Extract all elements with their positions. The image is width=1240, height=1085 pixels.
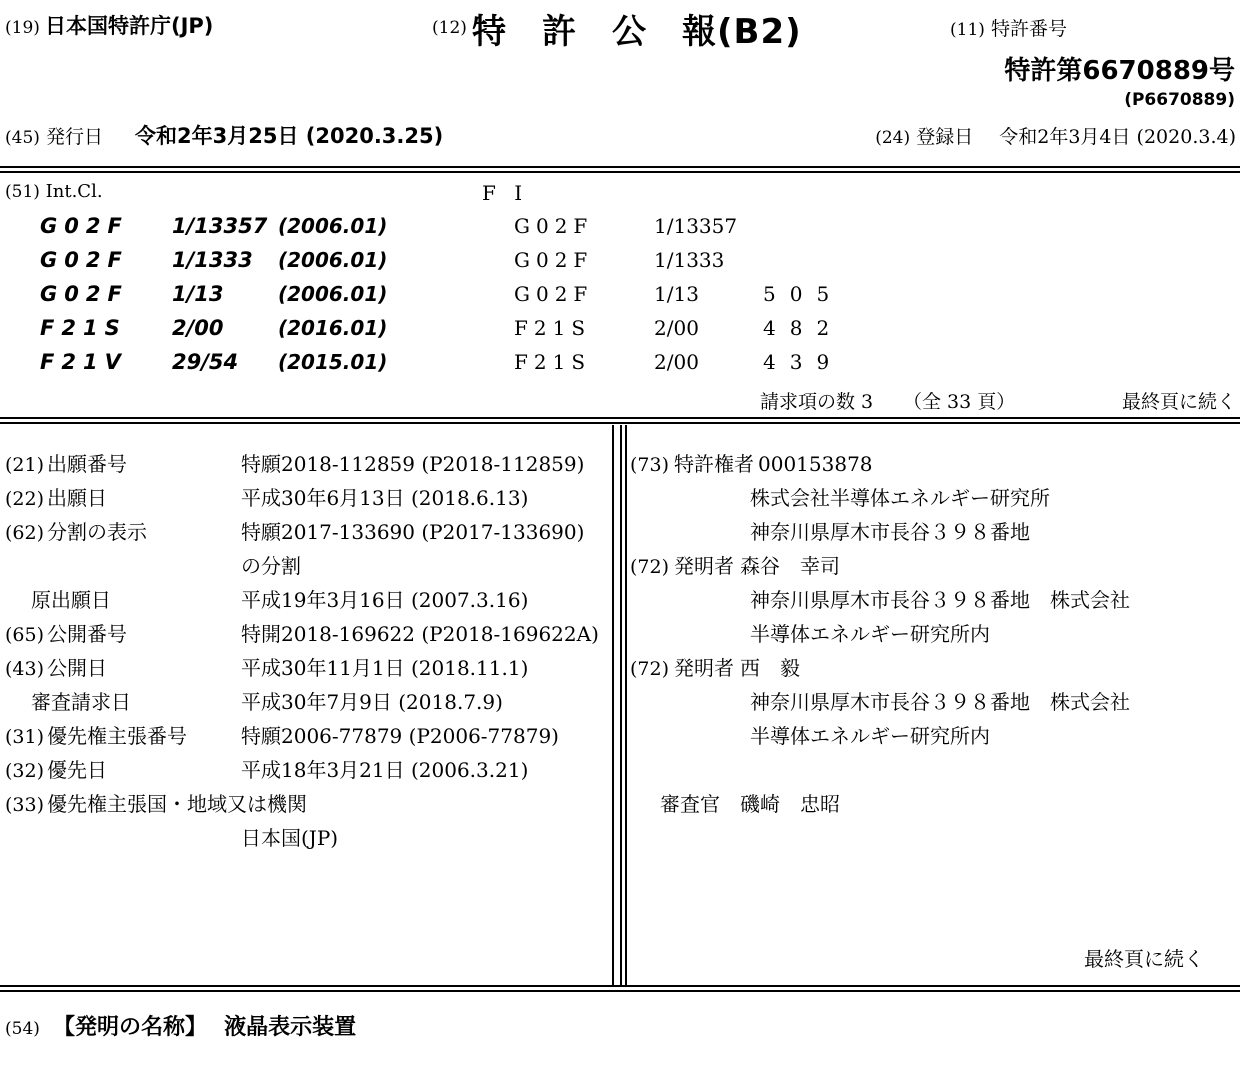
- divider-rule-bottom: [0, 985, 1240, 992]
- table-row: 半導体エネルギー研究所内: [750, 724, 990, 748]
- table-row: (32) 優先日 平成18年3月21日 (2006.3.21): [5, 758, 529, 782]
- publication-kind-title: 特 許 公 報(B2): [472, 12, 802, 52]
- table-row: 神奈川県厚木市長谷３９８番地 株式会社: [750, 690, 1130, 714]
- registration-date-label: 登録日: [916, 126, 974, 148]
- classification-row: [0, 316, 1240, 350]
- table-row: 神奈川県厚木市長谷３９８番地 株式会社: [750, 588, 1130, 612]
- fi-code: 439: [763, 350, 844, 374]
- rights-holders-box: [620, 425, 1240, 985]
- table-row: の分割: [241, 554, 301, 578]
- table-row: (72) 発明者 西 毅: [630, 656, 800, 680]
- fi-class: F21S: [514, 350, 592, 374]
- intcl-version: (2006.01): [278, 214, 388, 238]
- patent-number-label: 特許番号: [990, 18, 1067, 40]
- table-row: 原出願日 平成19年3月16日 (2007.3.16): [31, 588, 529, 612]
- fi-class: F21S: [514, 316, 592, 340]
- table-row: (22) 出願日 平成30年6月13日 (2018.6.13): [5, 486, 529, 510]
- table-row: (21) 出願番号 特願2018-112859 (P2018-112859): [5, 452, 585, 476]
- inid-54: (54): [5, 1019, 40, 1039]
- table-row: (43) 公開日 平成30年11月1日 (2018.11.1): [5, 656, 529, 680]
- int-cl-heading: [5, 181, 103, 202]
- total-pages: （全 33 頁）: [903, 391, 1016, 413]
- inid-24: (24): [875, 128, 911, 148]
- table-row: (31) 優先権主張番号 特願2006-77879 (P2006-77879): [5, 724, 559, 748]
- patent-office-name: 日本国特許庁(JP): [45, 14, 214, 38]
- fi-subclass: 1/13357: [654, 214, 738, 238]
- table-row: 神奈川県厚木市長谷３９８番地: [750, 520, 1030, 544]
- examiner-row: 審査官 磯崎 忠昭: [660, 792, 840, 816]
- publication-kind: [432, 4, 802, 53]
- intcl-version: (2006.01): [278, 248, 388, 272]
- classification-row: [0, 214, 1240, 248]
- issue-date: 令和2年3月25日 (2020.3.25): [135, 124, 444, 148]
- intcl-class: G02F: [40, 282, 129, 306]
- inid-19: (19): [5, 18, 40, 38]
- continued-note: 最終頁に続く: [1121, 391, 1236, 413]
- fi-subclass: 1/13: [654, 282, 699, 306]
- table-row: 株式会社半導体エネルギー研究所: [750, 486, 1050, 510]
- intcl-version: (2006.01): [278, 282, 388, 306]
- registration-date-row: [875, 122, 1236, 149]
- fi-class: G02F: [514, 282, 594, 306]
- table-row: 日本国(JP): [241, 826, 339, 850]
- continued-note: 最終頁に続く: [1084, 947, 1204, 971]
- intcl-class: F21V: [40, 350, 128, 374]
- intcl-subclass: 29/54: [172, 350, 239, 374]
- issue-date-row: [5, 120, 443, 150]
- table-row: (65) 公開番号 特開2018-169622 (P2018-169622A): [5, 622, 599, 646]
- issuing-office: [5, 10, 213, 40]
- fi-subclass: 1/1333: [654, 248, 725, 272]
- invention-title-label: 【発明の名称】: [53, 1015, 208, 1040]
- intcl-class: G02F: [40, 248, 129, 272]
- invention-title: 液晶表示装置: [224, 1015, 357, 1040]
- inid-51: (51): [5, 182, 40, 202]
- classification-row: [0, 282, 1240, 316]
- intcl-subclass: 2/00: [172, 316, 224, 340]
- intcl-subclass: 1/13357: [172, 214, 268, 238]
- issue-date-label: 発行日: [45, 126, 103, 148]
- intcl-version: (2015.01): [278, 350, 388, 374]
- fi-code: 505: [763, 282, 844, 306]
- table-row: (62) 分割の表示 特願2017-133690 (P2017-133690): [5, 520, 585, 544]
- divider-rule-middle: [0, 417, 1240, 424]
- classification-row: [0, 350, 1240, 384]
- intcl-class: F21S: [40, 316, 127, 340]
- table-row: 審査請求日 平成30年7月9日 (2018.7.9): [31, 690, 503, 714]
- registration-date: 令和2年3月4日 (2020.3.4): [999, 126, 1236, 148]
- fi-subclass: 2/00: [654, 350, 699, 374]
- intcl-class: G02F: [40, 214, 129, 238]
- intcl-version: (2016.01): [278, 316, 388, 340]
- int-cl-label: Int.Cl.: [45, 181, 103, 202]
- divider-rule-top: [0, 166, 1240, 173]
- patent-number-caption: [950, 14, 1067, 41]
- application-data-box: [0, 425, 614, 985]
- fi-class: G02F: [514, 248, 594, 272]
- table-row: (72) 発明者 森谷 幸司: [630, 554, 840, 578]
- fi-code: 482: [763, 316, 844, 340]
- inid-45: (45): [5, 128, 40, 148]
- patent-number-paren: (P6670889): [1124, 90, 1235, 110]
- intcl-subclass: 1/1333: [172, 248, 253, 272]
- classification-row: [0, 248, 1240, 282]
- inid-11: (11): [950, 20, 985, 40]
- fi-class: G02F: [514, 214, 594, 238]
- inid-12: (12): [432, 18, 467, 38]
- fi-subclass: 2/00: [654, 316, 699, 340]
- patent-number: 特許第6670889号: [1004, 56, 1235, 86]
- intcl-subclass: 1/13: [172, 282, 224, 306]
- table-row: (33) 優先権主張国・地域又は機関: [5, 792, 307, 816]
- fi-label: F I: [482, 181, 529, 205]
- claims-count: 請求項の数 3: [760, 391, 874, 413]
- table-row: 半導体エネルギー研究所内: [750, 622, 990, 646]
- invention-title-row: [5, 1010, 356, 1041]
- table-row: (73) 特許権者 000153878: [630, 452, 873, 476]
- bibliographic-section: [0, 425, 1240, 985]
